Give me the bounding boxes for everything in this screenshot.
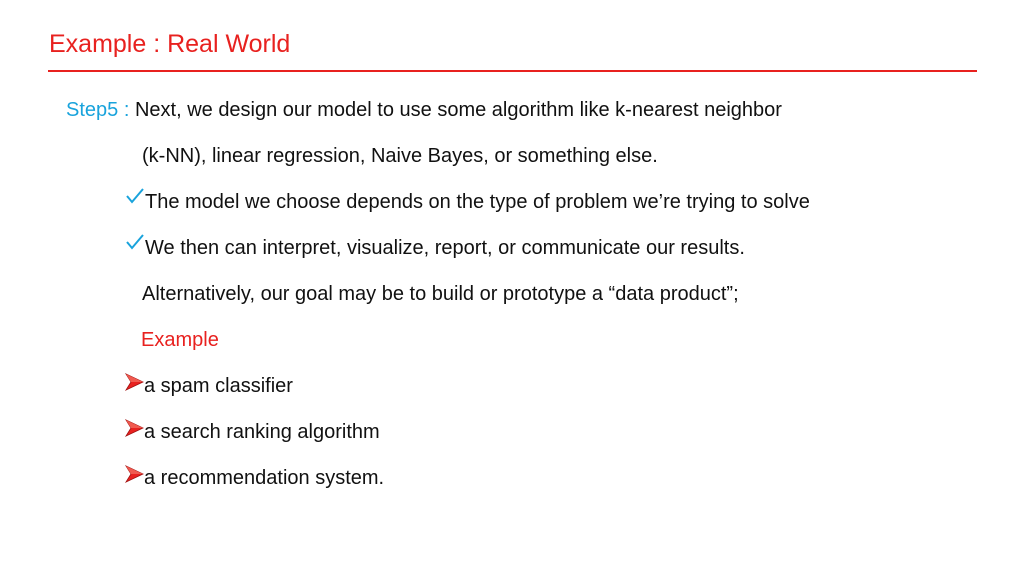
title-divider <box>48 70 977 72</box>
step-text-continued: (k-NN), linear regression, Naive Bayes, or something else. <box>142 145 658 167</box>
check-item: The model we choose depends on the type of problem we’re trying to solve <box>145 191 810 213</box>
slide-title: Example : Real World <box>49 30 291 58</box>
check-item: We then can interpret, visualize, report, or communicate our results. <box>145 237 745 259</box>
step-line <box>66 96 782 124</box>
arrow-bullet-icon <box>124 418 144 438</box>
arrow-bullet-icon <box>124 372 144 392</box>
check-icon <box>125 232 145 252</box>
check-icon <box>125 186 145 206</box>
example-label: Example <box>141 329 219 351</box>
arrow-item: a spam classifier <box>144 375 293 397</box>
alternative-text: Alternatively, our goal may be to build or prototype a “data product”; <box>142 283 739 305</box>
arrow-item: a search ranking algorithm <box>144 421 380 443</box>
arrow-item: a recommendation system. <box>144 467 385 489</box>
step-text: Next, we design our model to use some algorithm like k-nearest neighbor <box>134 99 782 121</box>
arrow-bullet-icon <box>124 464 144 484</box>
step-label: Step5 : <box>66 99 130 121</box>
